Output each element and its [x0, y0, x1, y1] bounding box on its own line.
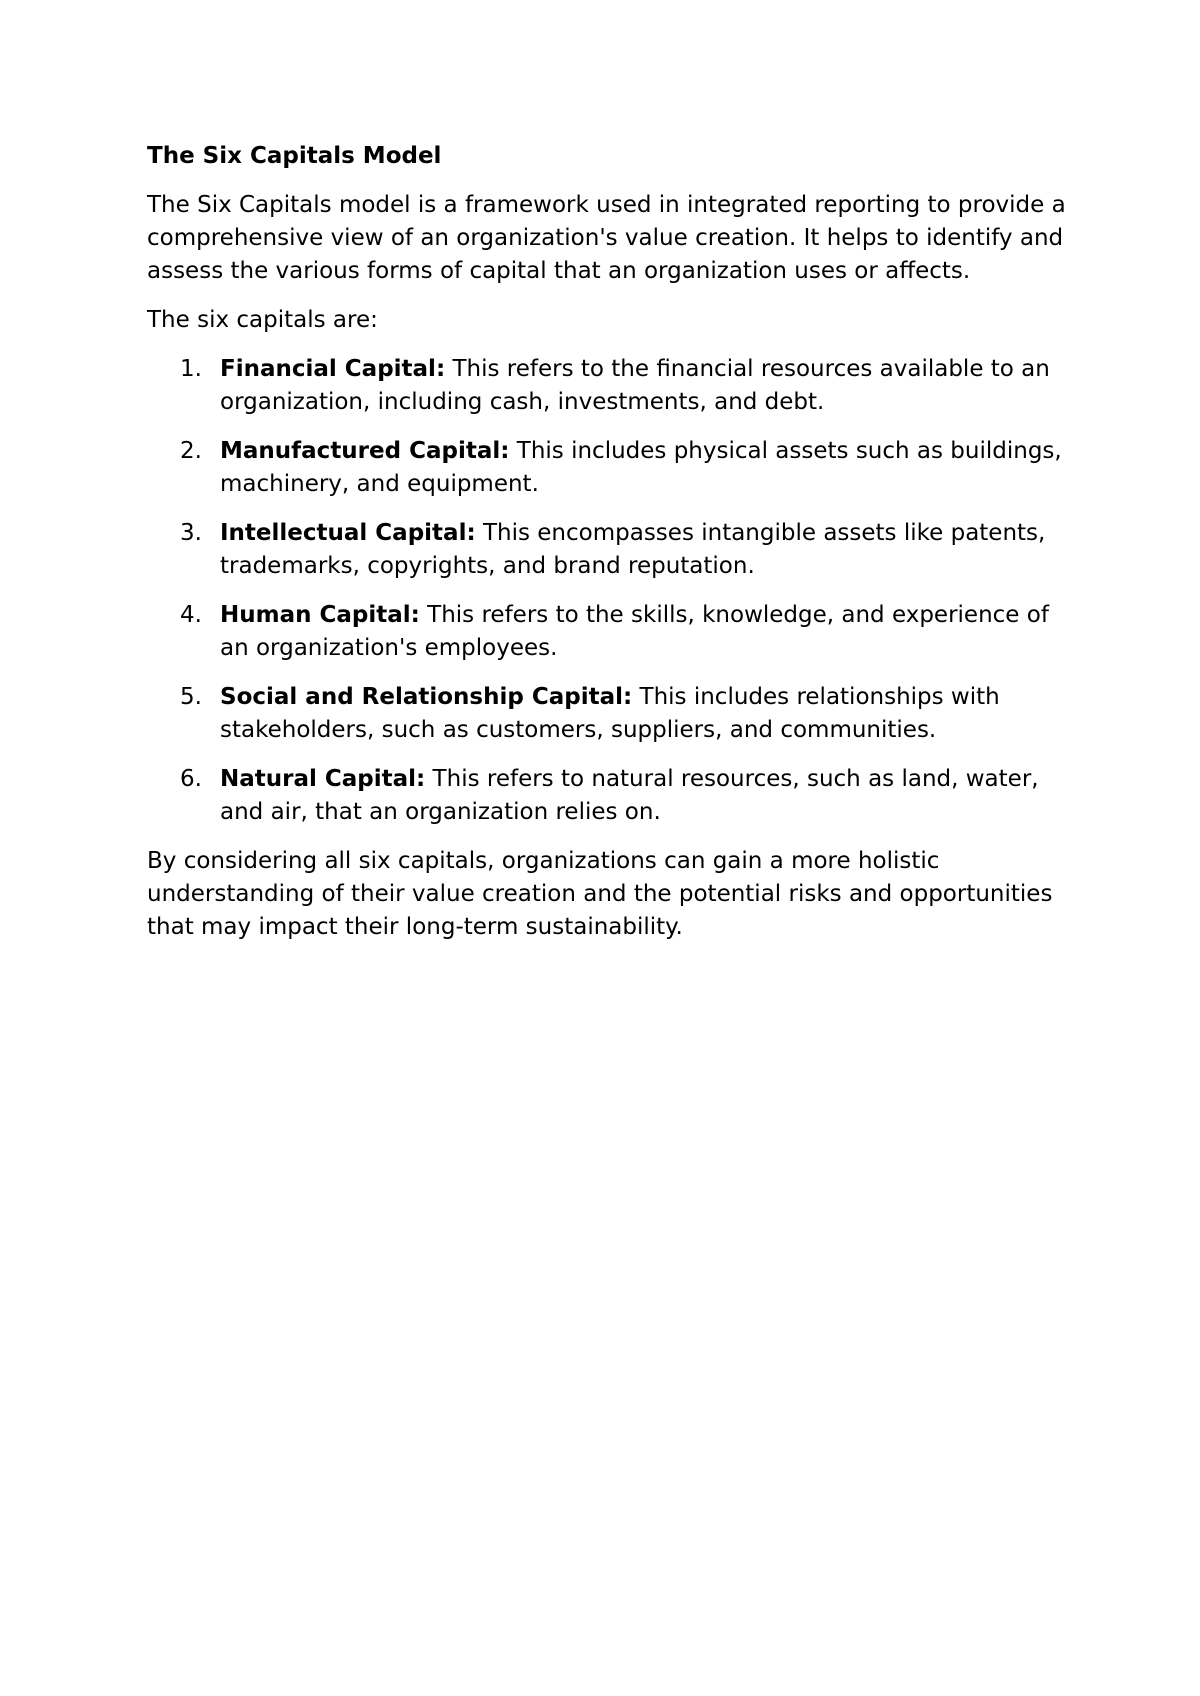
list-item-description: This refers to the skills, knowledge, and experience of an organization's employees. — [220, 602, 1049, 661]
capitals-list — [147, 353, 1077, 829]
list-item — [180, 517, 1077, 583]
list-item-number: 1. — [180, 356, 202, 382]
list-item — [180, 435, 1077, 501]
list-item-term: Financial Capital: — [220, 356, 446, 382]
list-intro: The six capitals are: — [147, 307, 378, 333]
list-item — [180, 599, 1077, 665]
document-body — [147, 140, 1077, 960]
list-item — [180, 353, 1077, 419]
intro-paragraph: The Six Capitals model is a framework used in integrated reporting to provide a comprehensive view of an organization's value creation. It helps to identify and assess the various forms of capital that an organization uses or affects. — [147, 192, 1066, 284]
list-item — [180, 681, 1077, 747]
list-item-number: 3. — [180, 520, 202, 546]
list-item-number: 2. — [180, 438, 202, 464]
list-item-description: This refers to natural resources, such as land, water, and air, that an organization relies on. — [220, 766, 1039, 825]
document-title: The Six Capitals Model — [147, 143, 442, 169]
list-item-description: This encompasses intangible assets like patents, trademarks, copyrights, and brand reputation. — [220, 520, 1046, 579]
list-item-term: Intellectual Capital: — [220, 520, 476, 546]
list-item-number: 4. — [180, 602, 202, 628]
list-item-number: 5. — [180, 684, 202, 710]
list-item-number: 6. — [180, 766, 202, 792]
list-item — [180, 763, 1077, 829]
list-item-description: This refers to the financial resources available to an organization, including cash, investments, and debt. — [220, 356, 1050, 415]
list-item-term: Social and Relationship Capital: — [220, 684, 633, 710]
list-item-description: This includes physical assets such as buildings, machinery, and equipment. — [220, 438, 1062, 497]
list-item-description: This includes relationships with stakeholders, such as customers, suppliers, and communities. — [220, 684, 1000, 743]
conclusion-paragraph: By considering all six capitals, organizations can gain a more holistic understanding of their value creation and the potential risks and opportunities that may impact their long-term sustainability. — [147, 848, 1053, 940]
list-item-term: Natural Capital: — [220, 766, 426, 792]
list-item-term: Manufactured Capital: — [220, 438, 510, 464]
list-item-term: Human Capital: — [220, 602, 420, 628]
